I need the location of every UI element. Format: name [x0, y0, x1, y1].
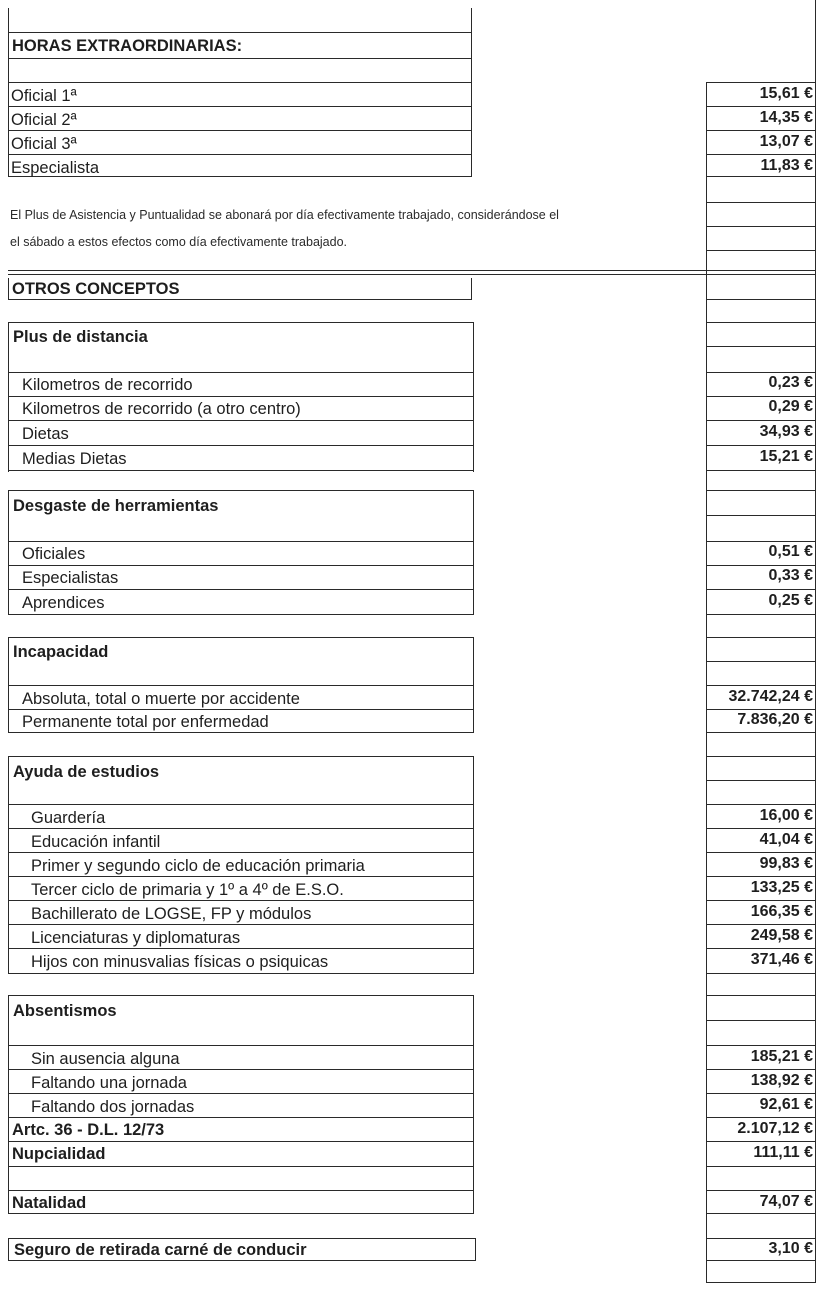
row-label: Guardería — [31, 809, 106, 827]
row-label: Hijos con minusvalias físicas o psiquicas — [31, 953, 329, 971]
row-label: Permanente total por enfermedad — [22, 713, 269, 731]
row-label: Kilometros de recorrido (a otro centro) — [22, 400, 301, 418]
row-label: Educación infantil — [31, 833, 161, 851]
value-column-rule — [706, 515, 816, 516]
value-column-rule — [706, 1141, 816, 1142]
value-column-rule — [706, 106, 816, 107]
value-column-rule — [706, 202, 816, 203]
value-column-rule — [706, 995, 816, 996]
value-column-rule — [706, 732, 816, 733]
value-column-rule — [706, 804, 816, 805]
row-value: 0,51 € — [768, 543, 813, 560]
row-label: Faltando dos jornadas — [31, 1098, 195, 1116]
overtime-value: 15,61 € — [759, 85, 813, 102]
row-value: 133,25 € — [750, 879, 813, 896]
value-column-rule — [706, 420, 816, 421]
extra-label-seguro: Seguro de retirada carné de conducir — [14, 1241, 307, 1259]
row-value: 0,23 € — [768, 374, 813, 391]
value-column-rule — [706, 1190, 816, 1191]
extra-label-articulo: Artc. 36 - D.L. 12/73 — [12, 1121, 165, 1139]
note-line-2: el sábado a estos efectos como día efectivamente trabajado. — [10, 235, 348, 249]
section-title-incapacidad: Incapacidad — [13, 643, 109, 661]
row-value: 249,58 € — [750, 927, 813, 944]
overtime-value: 13,07 € — [759, 133, 813, 150]
row-label: Faltando una jornada — [31, 1074, 187, 1092]
row-value: 92,61 € — [759, 1096, 813, 1113]
value-column-rule — [706, 685, 816, 686]
value-column-rule — [706, 346, 816, 347]
value-column-rule — [706, 973, 816, 974]
value-column-rule — [706, 1282, 816, 1283]
row-value: 34,93 € — [759, 423, 813, 440]
value-column-rule — [706, 322, 816, 323]
row-value: 0,33 € — [768, 567, 813, 584]
value-column-rule — [706, 1166, 816, 1167]
value-column-rule — [706, 154, 816, 155]
extra-label-nupcialidad: Nupcialidad — [12, 1145, 106, 1163]
value-column-rule — [706, 589, 816, 590]
value-column-rule — [706, 490, 816, 491]
row-value: 16,00 € — [759, 807, 813, 824]
row-label: Medias Dietas — [22, 450, 127, 468]
overtime-value: 14,35 € — [759, 109, 813, 126]
value-column-rule — [706, 1213, 816, 1214]
value-column-rule — [706, 299, 816, 300]
value-column-rule — [706, 614, 816, 615]
value-column-rule — [706, 470, 816, 471]
value-column-rule — [706, 900, 816, 901]
overtime-value: 11,83 € — [760, 157, 813, 174]
row-value: 166,35 € — [750, 903, 813, 920]
value-column-rule — [706, 445, 816, 446]
row-label: Dietas — [22, 425, 69, 443]
value-column-rule — [706, 82, 816, 83]
row-label: Primer y segundo ciclo de educación primaria — [31, 857, 365, 875]
value-column-rule — [706, 130, 816, 131]
extra-value: 111,11 € — [753, 1144, 813, 1161]
row-value: 371,46 € — [750, 951, 813, 968]
extra-label-natalidad: Natalidad — [12, 1194, 87, 1212]
row-label: Tercer ciclo de primaria y 1º a 4º de E.S.O. — [31, 881, 344, 899]
row-label: Licenciaturas y diplomaturas — [31, 929, 241, 947]
row-value: 41,04 € — [759, 831, 813, 848]
value-column-rule — [706, 1260, 816, 1261]
value-column-rule — [706, 1117, 816, 1118]
value-column-rule — [706, 274, 816, 275]
row-value: 0,25 € — [768, 592, 813, 609]
row-label: Kilometros de recorrido — [22, 376, 193, 394]
section-title-absentismos: Absentismos — [13, 1002, 117, 1020]
row-label: Oficiales — [22, 545, 86, 563]
row-label: Absoluta, total o muerte por accidente — [22, 690, 300, 708]
value-column-rule — [706, 876, 816, 877]
extra-value: 2.107,12 € — [737, 1120, 813, 1137]
value-column-rule — [706, 1069, 816, 1070]
overtime-heading: HORAS EXTRAORDINARIAS: — [12, 37, 243, 55]
value-column-rule — [706, 948, 816, 949]
value-column-rule — [706, 828, 816, 829]
overtime-label: Especialista — [11, 159, 100, 177]
row-value: 99,83 € — [759, 855, 813, 872]
row-value: 15,21 € — [759, 448, 813, 465]
overtime-label: Oficial 2ª — [11, 111, 77, 129]
extra-value: 74,07 € — [759, 1193, 813, 1210]
row-value: 138,92 € — [750, 1072, 813, 1089]
row-value: 185,21 € — [750, 1048, 813, 1065]
row-label: Sin ausencia alguna — [31, 1050, 180, 1068]
row-label: Bachillerato de LOGSE, FP y módulos — [31, 905, 312, 923]
value-column-rule — [706, 1045, 816, 1046]
value-column-rule — [706, 270, 816, 271]
row-label: Especialistas — [22, 569, 119, 587]
value-column-rule — [706, 924, 816, 925]
value-column-rule — [706, 176, 816, 177]
other-heading: OTROS CONCEPTOS — [12, 280, 180, 298]
row-label: Aprendices — [22, 594, 105, 612]
row-value: 0,29 € — [768, 398, 813, 415]
value-column-rule — [706, 852, 816, 853]
overtime-label: Oficial 3ª — [11, 135, 77, 153]
value-column-rule — [706, 250, 816, 251]
extra-value: 3,10 € — [768, 1240, 813, 1257]
value-column-rule — [706, 661, 816, 662]
section-title-plus-distancia: Plus de distancia — [13, 328, 148, 346]
value-column-rule — [706, 780, 816, 781]
value-column-rule — [706, 1020, 816, 1021]
row-value: 32.742,24 € — [728, 688, 813, 705]
section-title-ayuda-estudios: Ayuda de estudios — [13, 763, 160, 781]
row-value: 7.836,20 € — [737, 711, 813, 728]
value-column-rule — [706, 226, 816, 227]
section-title-desgaste: Desgaste de herramientas — [13, 497, 219, 515]
overtime-label: Oficial 1ª — [11, 87, 77, 105]
note-line-1: El Plus de Asistencia y Puntualidad se abonará por día efectivamente trabajado, considerándose el — [10, 208, 559, 222]
value-column-rule — [706, 637, 816, 638]
value-column-rule — [706, 1093, 816, 1094]
value-column-rule — [706, 756, 816, 757]
